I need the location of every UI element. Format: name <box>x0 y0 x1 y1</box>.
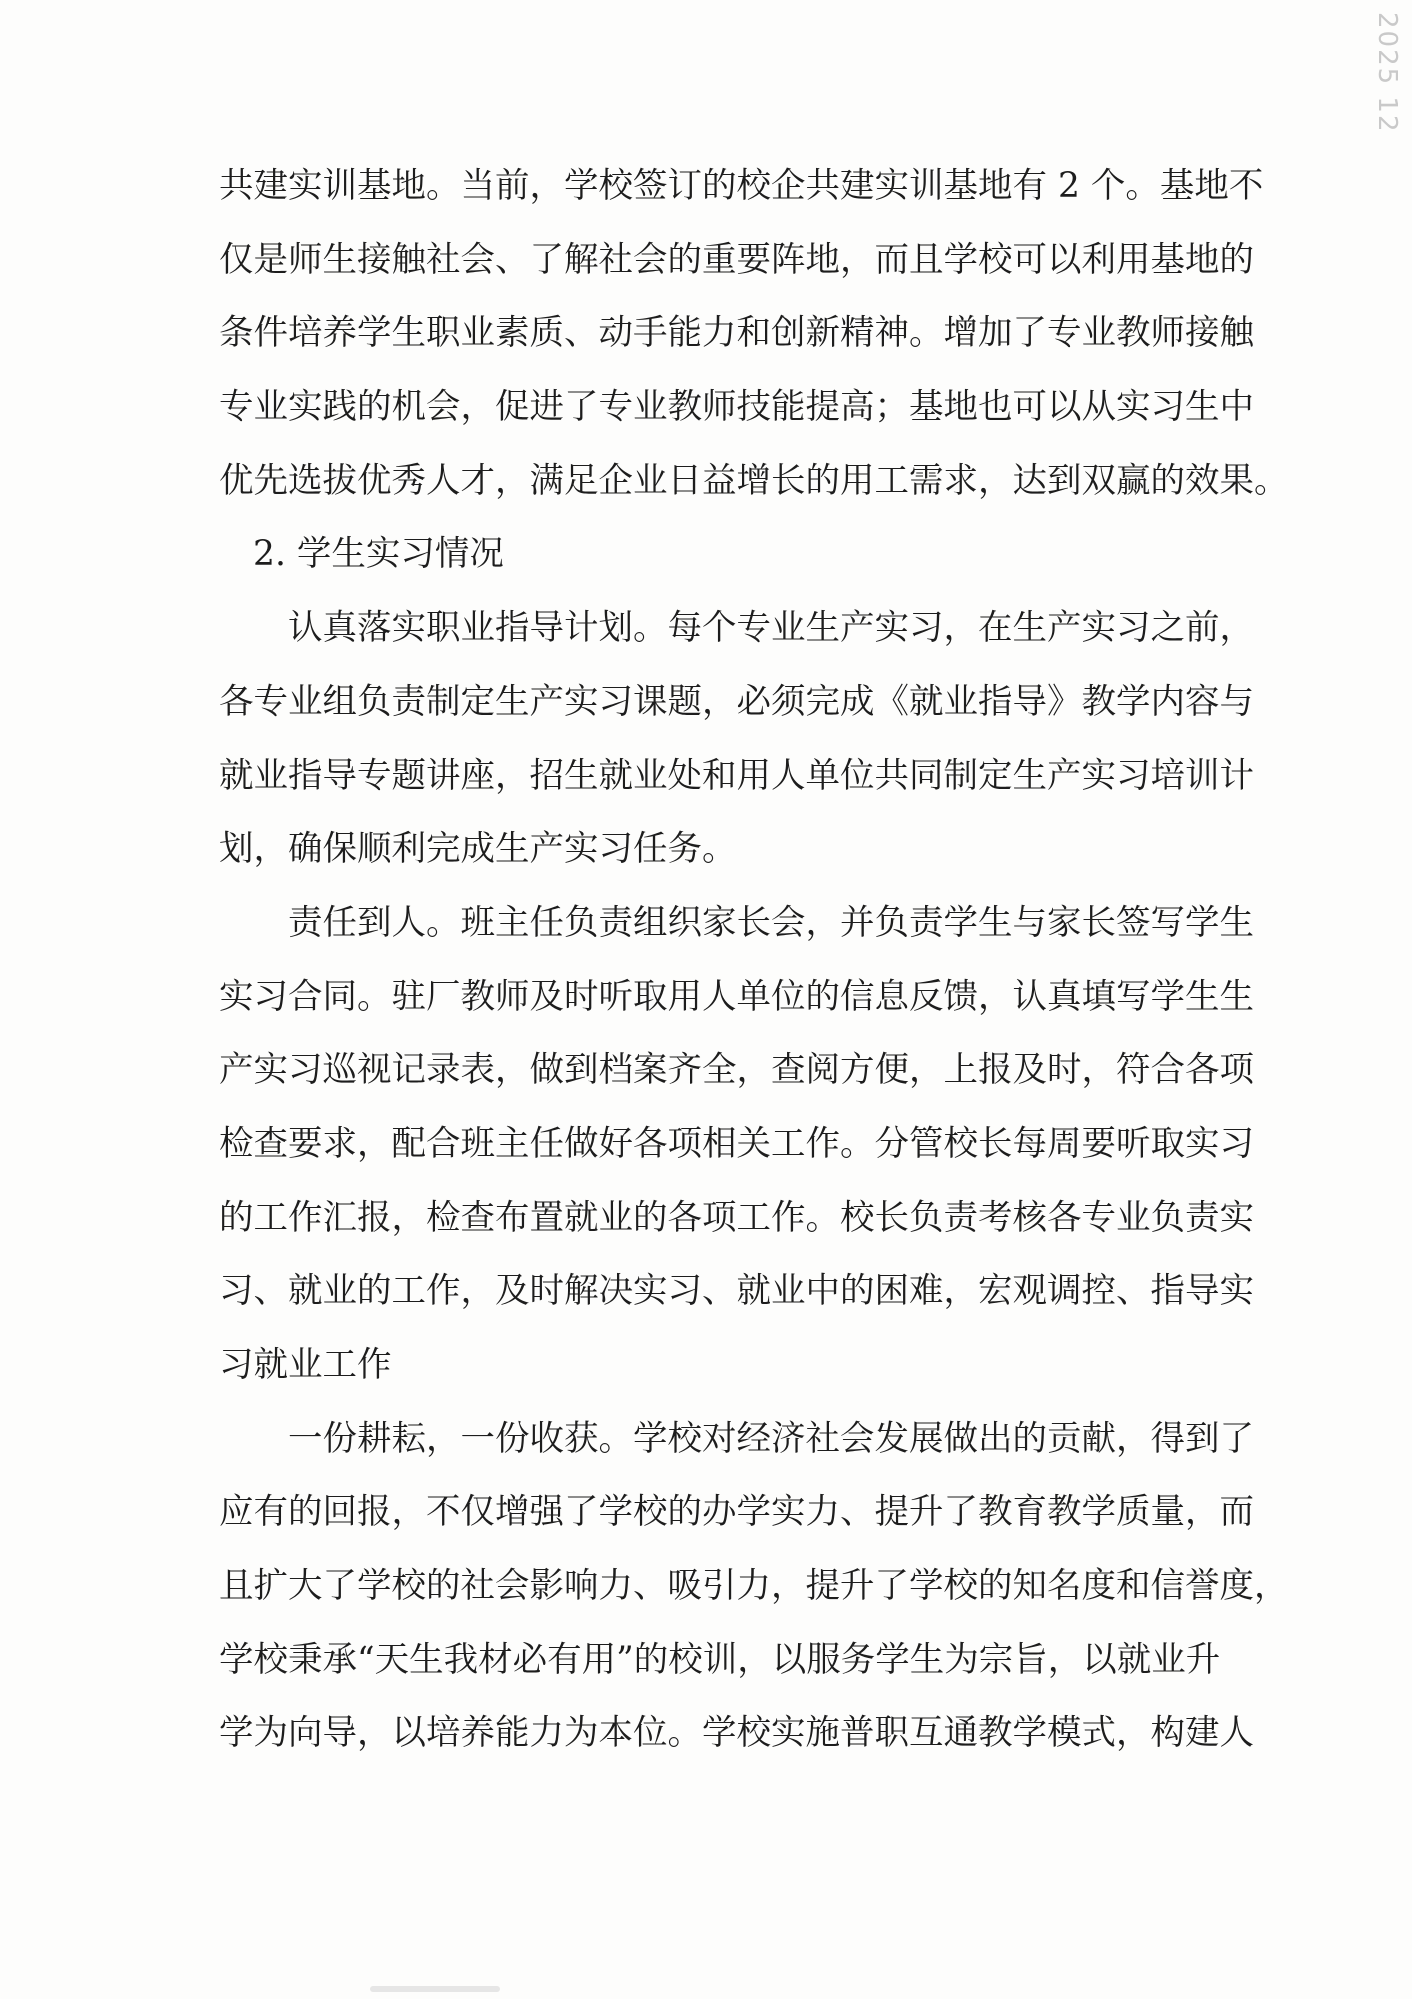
text-line: 学为向导，以培养能力为本位。学校实施普职互通教学模式，构建人 <box>219 1713 1254 1754</box>
scan-artifact <box>370 1986 500 1992</box>
text-line: 划，确保顺利完成生产实习任务。 <box>219 829 737 870</box>
text-line: 且扩大了学校的社会影响力、吸引力，提升了学校的知名度和信誉度， <box>219 1566 1289 1607</box>
text-line: 学校秉承“天生我材必有用”的校训，以服务学生为宗旨，以就业升 <box>219 1639 1221 1680</box>
text-line: 共建实训基地。当前，学校签订的校企共建实训基地有 2 个。基地不 <box>219 166 1264 206</box>
document-body <box>219 150 1289 1771</box>
text-line: 仅是师生接触社会、了解社会的重要阵地，而且学校可以利用基地的 <box>219 239 1254 280</box>
text-line: 一份耕耘，一份收获。学校对经济社会发展做出的贡献，得到了 <box>288 1418 1254 1459</box>
text-line: 习就业工作 <box>219 1345 392 1385</box>
text-line: 专业实践的机会，促进了专业教师技能提高；基地也可以从实习生中 <box>219 387 1254 428</box>
scan-date-stamp: 2025 12 <box>1372 12 1402 134</box>
text-line: 习、就业的工作，及时解决实习、就业中的困难，宏观调控、指导实 <box>219 1271 1254 1312</box>
text-line: 实习合同。驻厂教师及时听取用人单位的信息反馈，认真填写学生生 <box>219 976 1254 1017</box>
text-line: 各专业组负责制定生产实习课题，必须完成《就业指导》教学内容与 <box>219 681 1254 722</box>
text-line: 的工作汇报，检查布置就业的各项工作。校长负责考核各专业负责实 <box>219 1197 1254 1238</box>
text-line: 就业指导专题讲座，招生就业处和用人单位共同制定生产实习培训计 <box>219 755 1254 796</box>
text-line: 条件培养学生职业素质、动手能力和创新精神。增加了专业教师接触 <box>219 313 1254 354</box>
text-line: 产实习巡视记录表，做到档案齐全，查阅方便，上报及时，符合各项 <box>219 1050 1254 1091</box>
section-heading: 2. 学生实习情况 <box>253 534 504 575</box>
text-line: 应有的回报，不仅增强了学校的办学实力、提升了教育教学质量，而 <box>219 1492 1254 1533</box>
text-line: 检查要求，配合班主任做好各项相关工作。分管校长每周要听取实习 <box>219 1123 1254 1164</box>
text-line: 认真落实职业指导计划。每个专业生产实习，在生产实习之前， <box>288 608 1254 649</box>
text-line: 优先选拔优秀人才，满足企业日益增长的用工需求，达到双赢的效果。 <box>219 460 1289 501</box>
text-line: 责任到人。班主任负责组织家长会，并负责学生与家长签写学生 <box>288 902 1254 943</box>
